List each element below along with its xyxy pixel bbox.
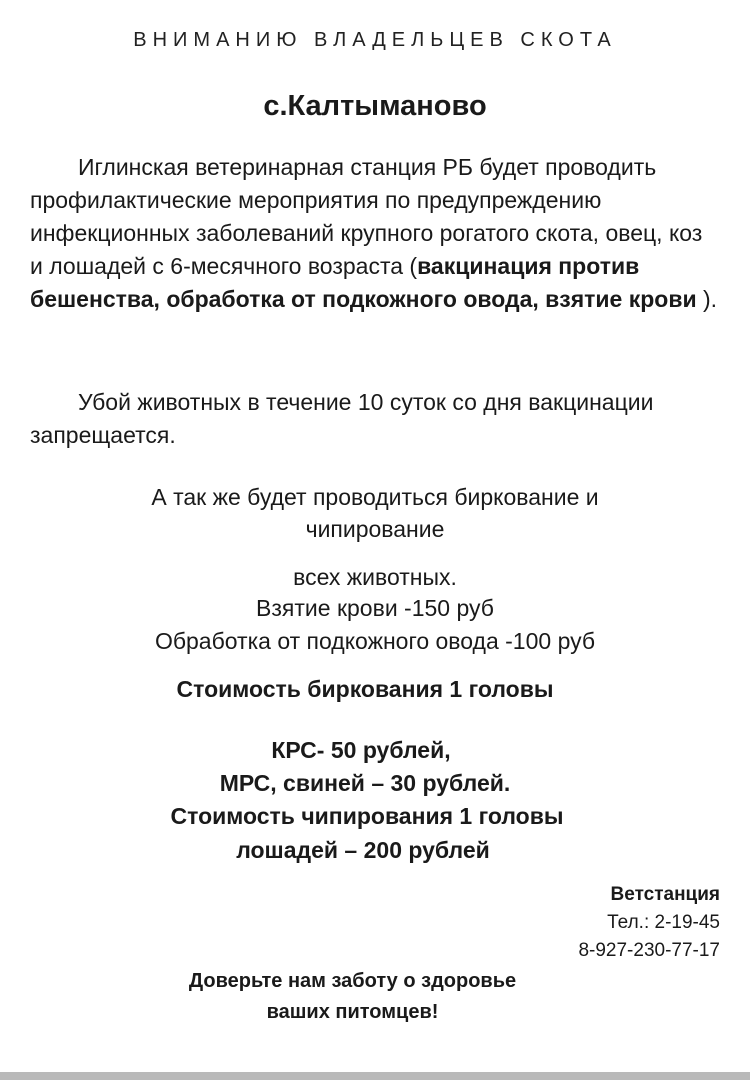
bottom-divider (0, 1072, 750, 1080)
tagging-line-2: чипирование (305, 516, 445, 542)
mrs-price: МРС, свиней – 30 рублей. (219, 770, 511, 796)
main-paragraph-tail: ). (696, 286, 718, 312)
all-animals-line: всех животных. (293, 564, 457, 590)
ovod-price: Обработка от подкожного овода -100 руб (154, 628, 596, 654)
tagging-line-1: А так же будет проводиться биркование и (151, 484, 599, 510)
chip-cost-title: Стоимость чипирования 1 головы (170, 803, 564, 829)
slogan-line-2: ваших питомцев! (266, 1001, 439, 1023)
main-paragraph-text: Иглинская ветеринарная станция РБ будет проводить профилактические мероприятия по предупреждению инфекционных заболеваний крупного рогатого скота, овец, коз и лошадей с 6-месячного возраста ( (30, 154, 703, 279)
village-title: с.Калтыманово (263, 90, 487, 122)
contacts-block (578, 881, 720, 965)
phone-1: Тел.: 2-19-45 (607, 912, 720, 933)
phone-2: 8-927-230-77-17 (578, 940, 720, 961)
tagging-info (0, 481, 750, 545)
main-paragraph-bold: вакцинация против бешенства, обработка от подкожного овода, взятие крови (30, 253, 697, 312)
slogan-line-1: Доверьте нам заботу о здоровье (188, 970, 517, 992)
horse-price: лошадей – 200 рублей (236, 837, 490, 863)
vet-station-name: Ветстанция (610, 884, 720, 905)
notice-heading: ВНИМАНИЮ ВЛАДЕЛЬЦЕВ СКОТА (133, 29, 617, 51)
main-paragraph (30, 151, 720, 316)
tagging-cost-title: Стоимость биркования 1 головы (176, 676, 554, 702)
krs-price: КРС- 50 рублей, (271, 737, 451, 763)
blood-price: Взятие крови -150 руб (256, 595, 494, 621)
slaughter-paragraph: Убой животных в течение 10 суток со дня вакцинации запрещается. (30, 389, 654, 448)
